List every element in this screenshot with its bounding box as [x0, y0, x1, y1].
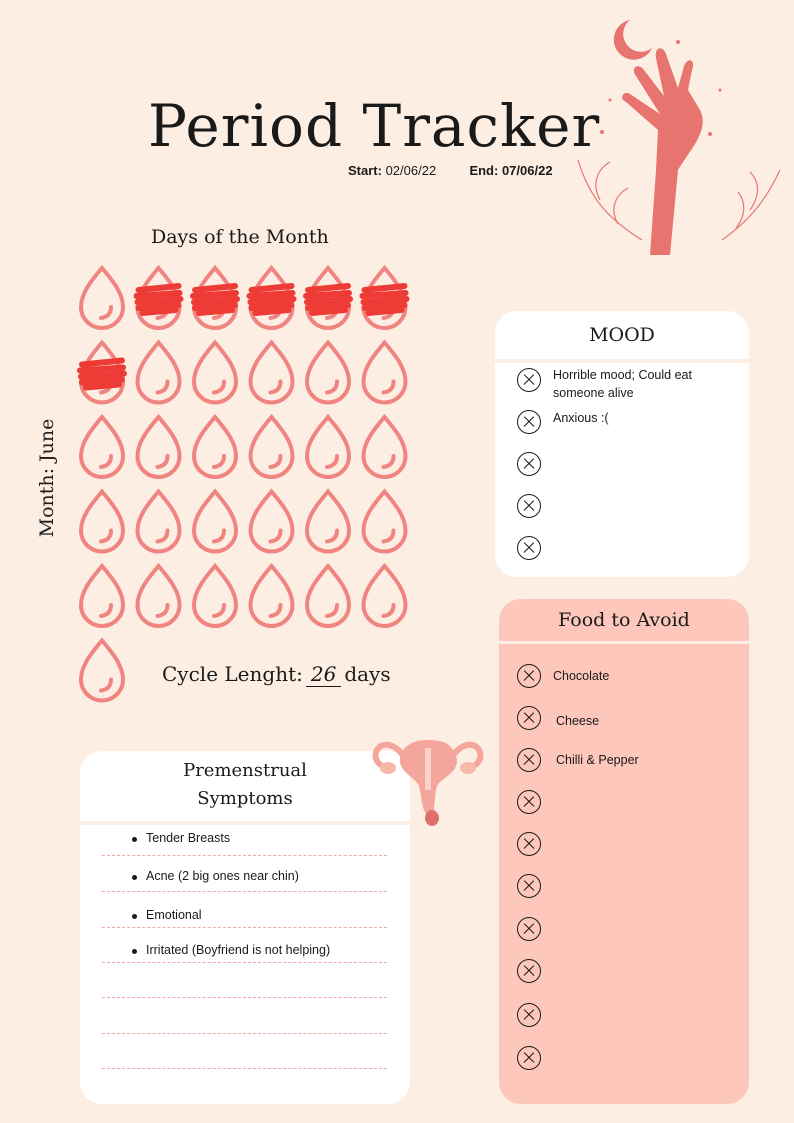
- cycle-label: Cycle Lenght:: [162, 662, 303, 686]
- day-30-drop-icon[interactable]: [364, 566, 406, 626]
- x-circle-icon[interactable]: [517, 368, 541, 392]
- day-19-drop-icon[interactable]: [81, 492, 123, 552]
- mood-card: MOOD Horrible mood; Could eat someone alive Anxious :(: [495, 311, 749, 577]
- x-circle-icon[interactable]: [517, 748, 541, 772]
- day-24-drop-icon[interactable]: [364, 492, 406, 552]
- day-23-drop-icon[interactable]: [307, 492, 349, 552]
- day-marked-scribble: [193, 286, 237, 313]
- day-14-drop-icon[interactable]: [138, 417, 180, 477]
- day-21-drop-icon[interactable]: [194, 492, 236, 552]
- day-marked-scribble: [306, 286, 350, 313]
- x-circle-icon[interactable]: [517, 959, 541, 983]
- day-8-drop-icon[interactable]: [138, 343, 180, 403]
- day-22-drop-icon[interactable]: [251, 492, 293, 552]
- food-title: Food to Avoid: [499, 599, 749, 644]
- day-1-drop-icon[interactable]: [81, 268, 123, 328]
- day-26-drop-icon[interactable]: [138, 566, 180, 626]
- x-circle-icon[interactable]: [517, 917, 541, 941]
- end-label: End:: [469, 163, 499, 178]
- day-18-drop-icon[interactable]: [364, 417, 406, 477]
- day-6-drop-icon[interactable]: [363, 268, 407, 328]
- day-10-drop-icon[interactable]: [251, 343, 293, 403]
- day-marked-scribble: [80, 361, 124, 388]
- end-date: 07/06/22: [501, 163, 553, 178]
- x-circle-icon[interactable]: [517, 452, 541, 476]
- date-range: [348, 163, 553, 178]
- x-circle-icon[interactable]: [517, 706, 541, 730]
- day-15-drop-icon[interactable]: [194, 417, 236, 477]
- x-circle-icon[interactable]: [517, 790, 541, 814]
- cycle-length: [162, 662, 391, 687]
- symptoms-card: Premenstrual Symptoms Tender Breasts Acne (2 big ones near chin) Emotional Irritated (Boyfriend is not helping): [80, 751, 410, 1104]
- x-circle-icon[interactable]: [517, 410, 541, 434]
- x-circle-icon[interactable]: [517, 874, 541, 898]
- day-17-drop-icon[interactable]: [307, 417, 349, 477]
- x-circle-icon[interactable]: [517, 494, 541, 518]
- hand-moon-illustration: [570, 10, 790, 260]
- day-11-drop-icon[interactable]: [307, 343, 349, 403]
- day-9-drop-icon[interactable]: [194, 343, 236, 403]
- day-4-drop-icon[interactable]: [250, 268, 294, 328]
- day-25-drop-icon[interactable]: [81, 566, 123, 626]
- day-marked-scribble: [137, 286, 181, 313]
- x-circle-icon[interactable]: [517, 664, 541, 688]
- day-3-drop-icon[interactable]: [193, 268, 237, 328]
- day-2-drop-icon[interactable]: [137, 268, 181, 328]
- day-7-drop-icon[interactable]: [80, 343, 124, 403]
- day-5-drop-icon[interactable]: [306, 268, 350, 328]
- day-13-drop-icon[interactable]: [81, 417, 123, 477]
- x-circle-icon[interactable]: [517, 536, 541, 560]
- day-28-drop-icon[interactable]: [251, 566, 293, 626]
- page-title: Period Tracker: [148, 92, 601, 160]
- day-20-drop-icon[interactable]: [138, 492, 180, 552]
- mood-title: MOOD: [495, 311, 749, 363]
- day-marked-scribble: [363, 286, 407, 313]
- day-29-drop-icon[interactable]: [307, 566, 349, 626]
- x-circle-icon[interactable]: [517, 832, 541, 856]
- uterus-illustration: [372, 718, 484, 830]
- day-12-drop-icon[interactable]: [364, 343, 406, 403]
- x-circle-icon[interactable]: [517, 1003, 541, 1027]
- cycle-value: 26: [306, 662, 341, 687]
- day-27-drop-icon[interactable]: [194, 566, 236, 626]
- start-date: 02/06/22: [385, 163, 437, 178]
- day-31-drop-icon[interactable]: [81, 641, 123, 701]
- start-label: Start:: [348, 163, 382, 178]
- days-heading: Days of the Month: [151, 226, 329, 248]
- symptoms-title: Premenstrual Symptoms: [80, 751, 410, 825]
- month-label: Month: June: [36, 418, 58, 538]
- food-card: Food to Avoid Chocolate Cheese Chilli & Pepper: [499, 599, 749, 1104]
- day-marked-scribble: [250, 286, 294, 313]
- day-16-drop-icon[interactable]: [251, 417, 293, 477]
- x-circle-icon[interactable]: [517, 1046, 541, 1070]
- cycle-unit: days: [344, 662, 391, 686]
